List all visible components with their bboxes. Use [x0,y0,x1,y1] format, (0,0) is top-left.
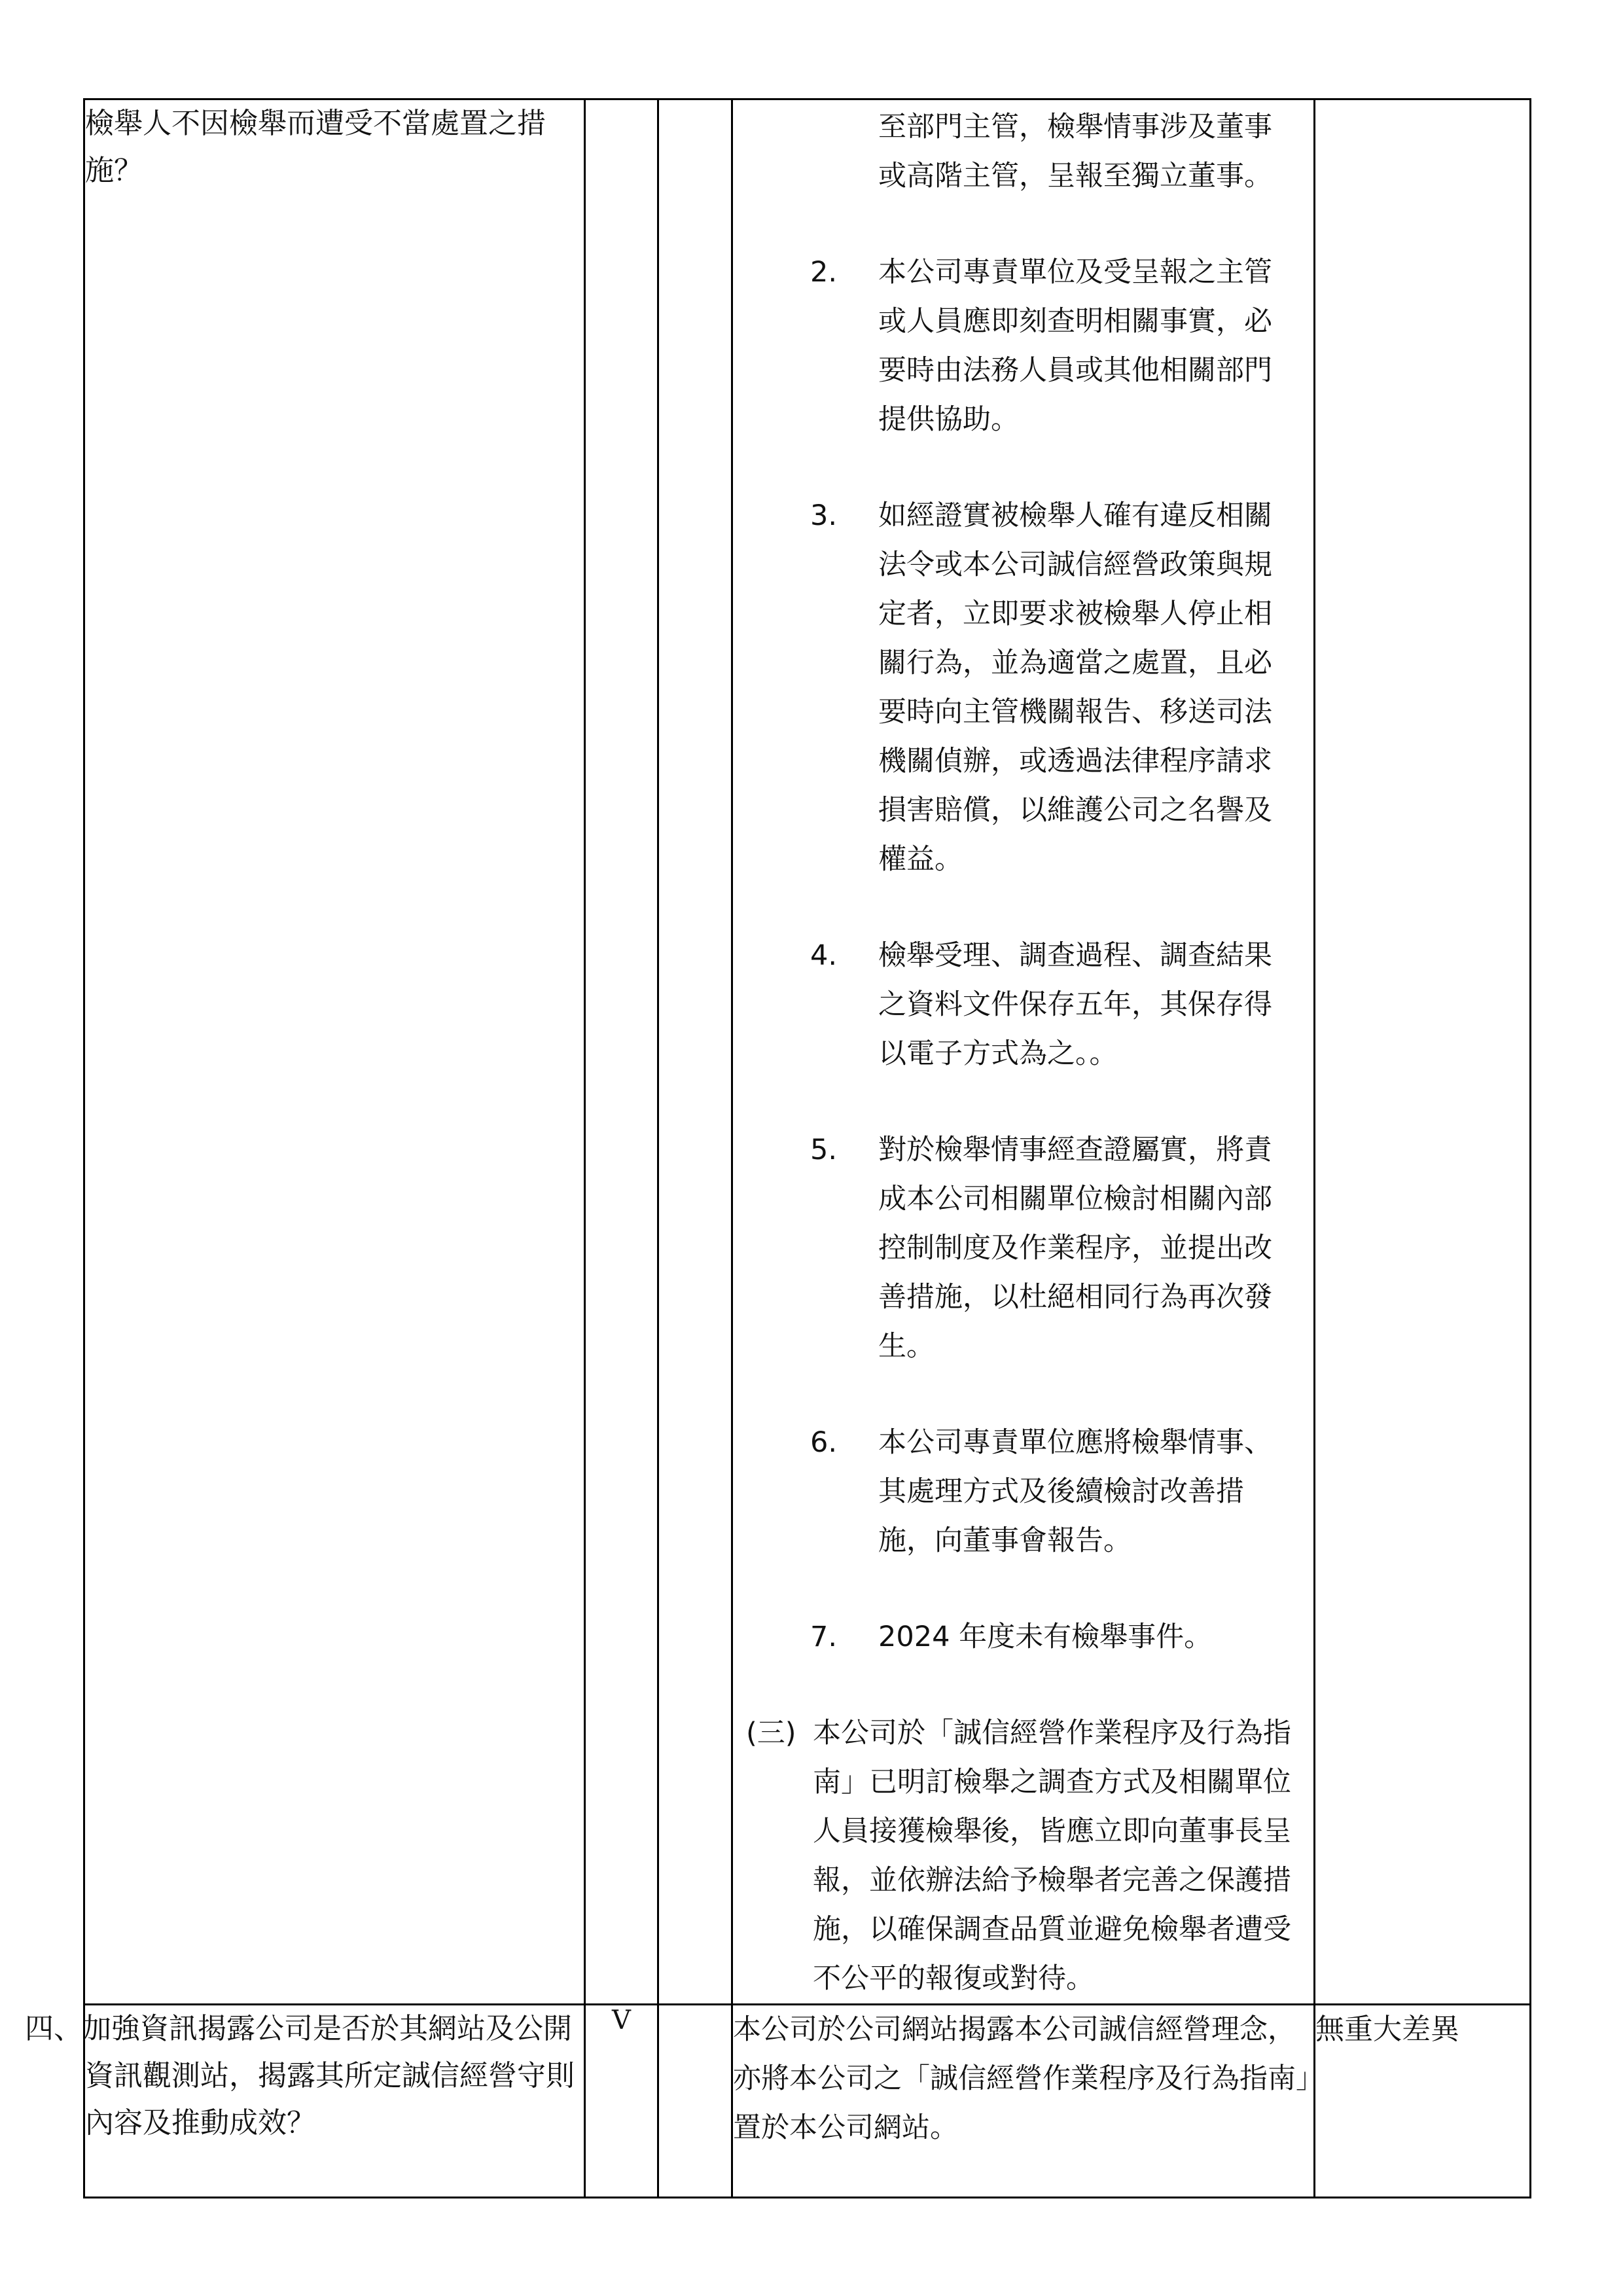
item-text: 本公司專責單位及受呈報之主管或人員應即刻查明相關事實，必要時由法務人員或其他相關部門提供協助。 [878,256,1272,436]
yes-cell [585,2005,658,2198]
difference-text: 無重大差異 [1315,2013,1459,2046]
section-three-text: 本公司於「誠信經營作業程序及行為指南」已明訂檢舉之調查方式及相關單位人員接獲檢舉後，皆應立即向董事長呈報，並依辦法給予檢舉者完善之保護措施，以確保調查品質並避免檢舉者遭受不公平的報復或對待。 [813,1717,1291,1995]
list-item [733,1418,1313,1566]
continuation-text: 至部門主管，檢舉情事涉及董事或高階主管，呈報至獨立董事。 [878,111,1272,192]
item-number: 2. [810,256,838,289]
yes-cell [585,99,658,2005]
item-text: 2024 年度未有檢舉事件。 [878,1621,1213,1653]
item-number: 5. [810,1134,838,1166]
item-number: 4. [810,939,838,972]
question-cell [84,99,585,2005]
list-item [733,1613,1313,1662]
item-text: 對於檢舉情事經查證屬實，將責成本公司相關單位檢討相關內部控制制度及作業程序，並提出改善措施，以杜絕相同行為再次發生。 [878,1134,1272,1363]
no-cell [658,99,732,2005]
list-item [733,931,1313,1079]
item-text: 如經證實被檢舉人確有違反相關法令或本公司誠信經營政策與規定者，立即要求被檢舉人停止相關行為，並為適當之處置，且必要時向主管機關報告、移送司法機關偵辦，或透過法律程序請求損害賠償，以維護公司之名譽及權益。 [878,499,1272,876]
item-text: 本公司專責單位應將檢舉情事、其處理方式及後續檢討改善措施，向董事會報告。 [878,1426,1272,1557]
item-text: 檢舉受理、調查過程、調查結果之資料文件保存五年，其保存得以電子方式為之。。 [878,939,1272,1070]
governance-table [25,98,1531,2198]
item-number: 6. [810,1426,838,1459]
section-three-mark: (三) [746,1717,796,1749]
list-item [733,1126,1313,1371]
section-three [733,1709,1313,2003]
item-number: 7. [810,1621,838,1653]
difference-cell [1315,99,1531,2005]
yes-mark: V [612,2005,631,2036]
question-text: 檢舉人不因檢舉而遭受不當處置之措施？ [85,107,546,187]
description-text: 本公司於公司網站揭露本公司誠信經營理念，亦將本公司之「誠信經營作業程序及行為指南」置於本公司網站。 [733,2013,1310,2144]
table-row [84,2005,1531,2198]
description-cell [732,99,1315,2005]
table-row [84,99,1531,2005]
no-cell [658,2005,732,2198]
question-cell [25,2005,585,2198]
question-text: 四、加強資訊揭露公司是否於其網站及公開資訊觀測站，揭露其所定誠信經營守則內容及推動成效？ [25,2012,575,2140]
list-item [733,492,1313,884]
description-cell [732,2005,1315,2198]
difference-cell [1315,2005,1531,2198]
item-number: 3. [810,499,838,532]
list-item [733,248,1313,444]
procedure-list [733,248,1313,1662]
